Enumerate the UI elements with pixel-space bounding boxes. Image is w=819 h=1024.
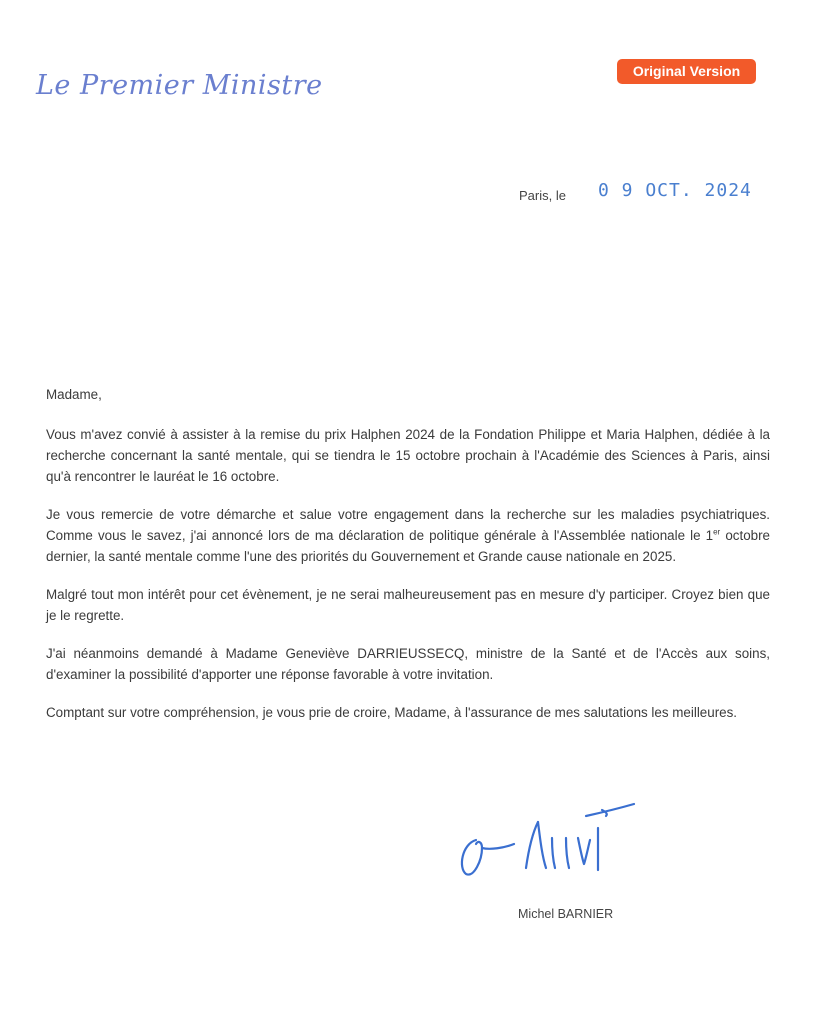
- date-stamp: 0 9 OCT. 2024: [598, 180, 752, 201]
- signer-name: Michel BARNIER: [518, 907, 614, 921]
- paragraph-thanks: [46, 504, 770, 567]
- paragraph-thanks-part-2: octobre dernier, la santé mentale comme l'une des priorités du Gouvernement et Grande cause nationale en 2025.: [46, 528, 770, 564]
- handwritten-signature: [456, 798, 646, 888]
- paragraph-thanks-part-1: Je vous remercie de votre démarche et salue votre engagement dans la recherche sur les maladies psychiatriques. Comme vous le savez, j'ai annoncé lors de ma déclaration de politique générale à l'Assemblée nationale le 1: [46, 507, 770, 543]
- paragraph-regret: Malgré tout mon intérêt pour cet évènement, je ne serai malheureusement pas en mesure d'y participer. Croyez bien que je le regrette.: [46, 587, 770, 623]
- paragraph-invitation: Vous m'avez convié à assister à la remise du prix Halphen 2024 de la Fondation Philippe et Maria Halphen, dédiée à la recherche concernant la santé mentale, qui se tiendra le 15 octobre prochain à l'Académie des Sciences à Paris, ainsi qu'à rencontrer le lauréat le 16 octobre.: [46, 427, 770, 484]
- paragraph-closing: Comptant sur votre compréhension, je vous prie de croire, Madame, à l'assurance de mes salutations les meilleures.: [46, 705, 738, 720]
- letterhead-title: Le Premier Ministre: [36, 70, 323, 101]
- place-label: Paris, le: [519, 188, 566, 203]
- original-version-badge[interactable]: Original Version: [617, 59, 756, 84]
- salutation: Madame,: [46, 387, 102, 402]
- paragraph-delegation: J'ai néanmoins demandé à Madame Geneviève DARRIEUSSECQ, ministre de la Santé et de l'Accès aux soins, d'examiner la possibilité d'apporter une réponse favorable à votre invitation.: [46, 646, 770, 682]
- ordinal-superscript: er: [713, 527, 721, 537]
- letter-body: [46, 384, 770, 740]
